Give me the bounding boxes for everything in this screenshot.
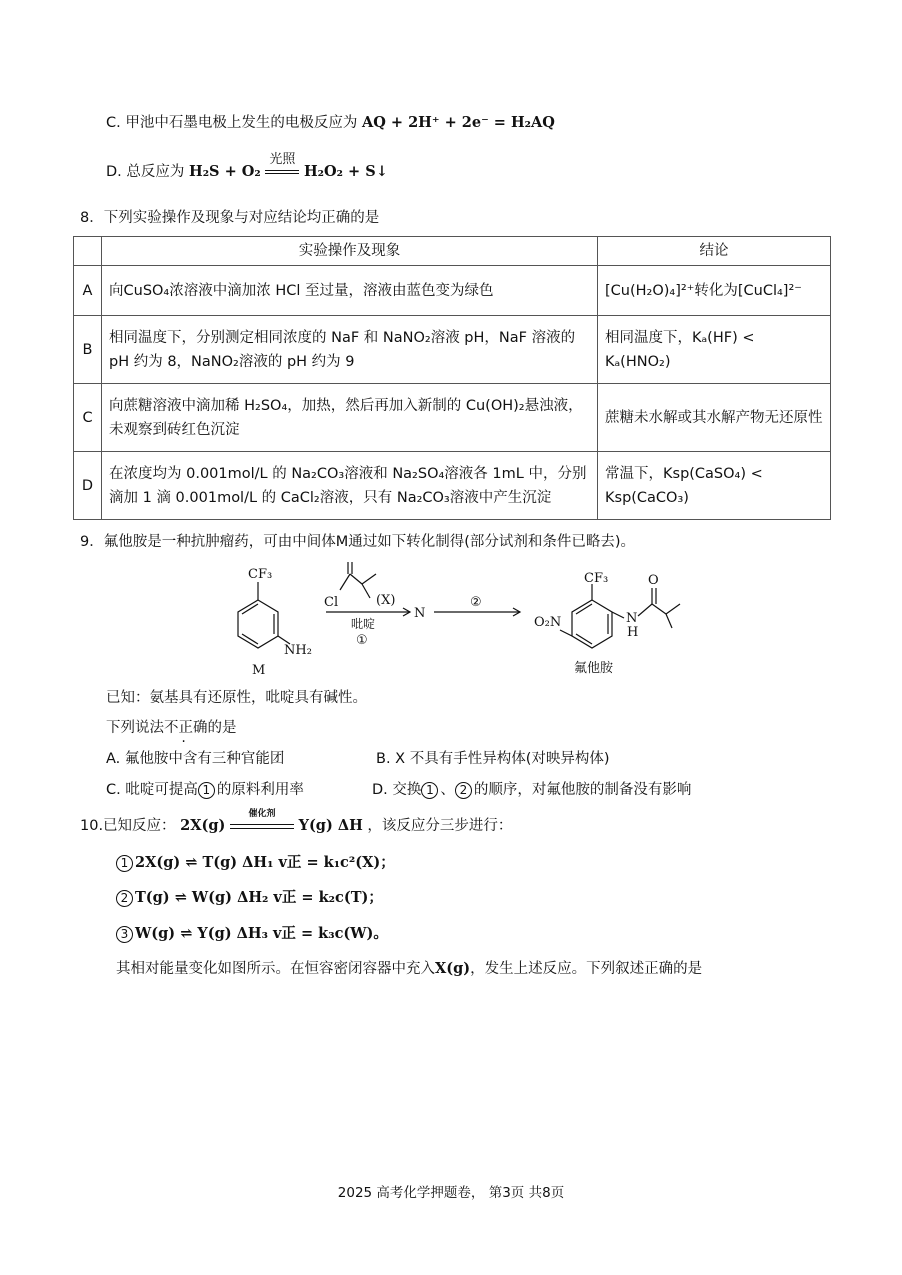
m-nh2-label: NH₂ <box>284 643 312 658</box>
q8-table <box>73 236 831 520</box>
table-row: B 相同温度下，分别测定相同浓度的 NaF 和 NaNO₂溶液 pH，NaF 溶液的 pH 约为 8，NaNO₂溶液的 pH 约为 9 相同温度下，Kₐ(HF) < Kₐ(HNO₂) <box>74 316 831 384</box>
product-name: 氟他胺 <box>574 661 614 676</box>
product-n-label: N <box>626 611 638 626</box>
q7-option-c: C. 甲池中石墨电极上发生的电极反应为 AQ + 2H⁺ + 2e⁻ = H₂AQ <box>106 114 555 131</box>
product-o-label: O <box>648 573 659 588</box>
circle-1-icon: 1 <box>198 782 215 799</box>
m-benzene-ring <box>238 600 278 648</box>
q9-stem: 9．氟他胺是一种抗肿瘤药，可由中间体M通过如下转化制得(部分试剂和条件已略去)。 <box>80 534 636 550</box>
product-h-label: H <box>627 625 639 640</box>
product-cf3-label: CF₃ <box>584 571 609 586</box>
step-1-label: ① <box>356 633 368 648</box>
q9-option-a: A. 氟他胺中含有三种官能团 <box>106 751 285 767</box>
q8-stem: 8．下列实验操作及现象与对应结论均正确的是 <box>80 210 380 226</box>
q10-step-3: 3 W(g) ⇌ Y(g) ΔH₃ v正 = k₃c(W)。 <box>116 922 388 943</box>
m-label: M <box>252 663 266 678</box>
q9-known: 已知：氨基具有还原性，吡啶具有碱性。 <box>106 690 367 706</box>
header-conclusion: 结论 <box>598 237 831 266</box>
cond-pyridine: 吡啶 <box>351 617 376 631</box>
step-2-label: ② <box>470 595 482 610</box>
q9-ask: 下列说法不正确的是 <box>106 720 237 736</box>
reaction-arrow-light: 光照 <box>265 164 299 180</box>
catalyst-arrow: 催化剂 <box>230 818 294 834</box>
table-row: C 向蔗糖溶液中滴加稀 H₂SO₄，加热，然后再加入新制的 Cu(OH)₂悬浊液，未观察到砖红色沉淀 蔗糖未水解或其水解产物无还原性 <box>74 384 831 452</box>
q7-option-d: D. 总反应为 H₂S + O₂ 光照 H₂O₂ + S↓ <box>106 152 388 180</box>
circle-1-icon: 1 <box>421 782 438 799</box>
intermediate-n-label: N <box>414 606 426 621</box>
x-label: (X) <box>376 593 396 608</box>
q10-stem: 10.已知反应： 2X(g) 催化剂 Y(g) ΔH ，该反应分三步进行： <box>80 809 513 834</box>
m-cf3-label: CF₃ <box>248 567 273 582</box>
q10-tail: 其相对能量变化如图所示。在恒容密闭容器中充入X(g)，发生上述反应。下列叙述正确的是 <box>116 960 703 977</box>
q9-option-c: C. 吡啶可提高 1 的原料利用率 <box>106 782 304 798</box>
product-benzene-ring <box>572 600 612 648</box>
table-header-row <box>74 237 831 266</box>
emphasis-not-correct: 不正确 <box>164 720 208 736</box>
circle-2-icon: 2 <box>455 782 472 799</box>
table-row: D 在浓度均为 0.001mol/L 的 Na₂CO₃溶液和 Na₂SO₄溶液各 1mL 中，分别滴加 1 滴 0.001mol/L 的 CaCl₂溶液，只有 Na₂CO₃溶液中产生沉淀 常温下，Ksp(CaSO₄) < Ksp(CaCO₃) <box>74 452 831 520</box>
header-operation: 实验操作及现象 <box>102 237 598 266</box>
reaction-scheme <box>200 556 720 686</box>
q10-step-1: 1 2X(g) ⇌ T(g) ΔH₁ v正 = k₁c²(X)； <box>116 851 395 872</box>
q9-option-d: D. 交换 1 、 2 的顺序，对氟他胺的制备没有影响 <box>372 782 692 798</box>
acyl-cl-label: Cl <box>324 595 339 610</box>
q7-option-c-equation: AQ + 2H⁺ + 2e⁻ = H₂AQ <box>361 114 555 131</box>
table-row: A 向CuSO₄浓溶液中滴加浓 HCl 至过量，溶液由蓝色变为绿色 [Cu(H₂O)₄]²⁺转化为[CuCl₄]²⁻ <box>74 266 831 316</box>
page-footer: 2025 高考化学押题卷， 第3页 共8页 <box>337 1185 565 1201</box>
product-o2n-label: O₂N <box>534 615 562 630</box>
q9-option-b: B. X 不具有手性异构体(对映异构体) <box>376 751 610 767</box>
q10-step-2: 2 T(g) ⇌ W(g) ΔH₂ v正 = k₂c(T)； <box>116 886 383 907</box>
